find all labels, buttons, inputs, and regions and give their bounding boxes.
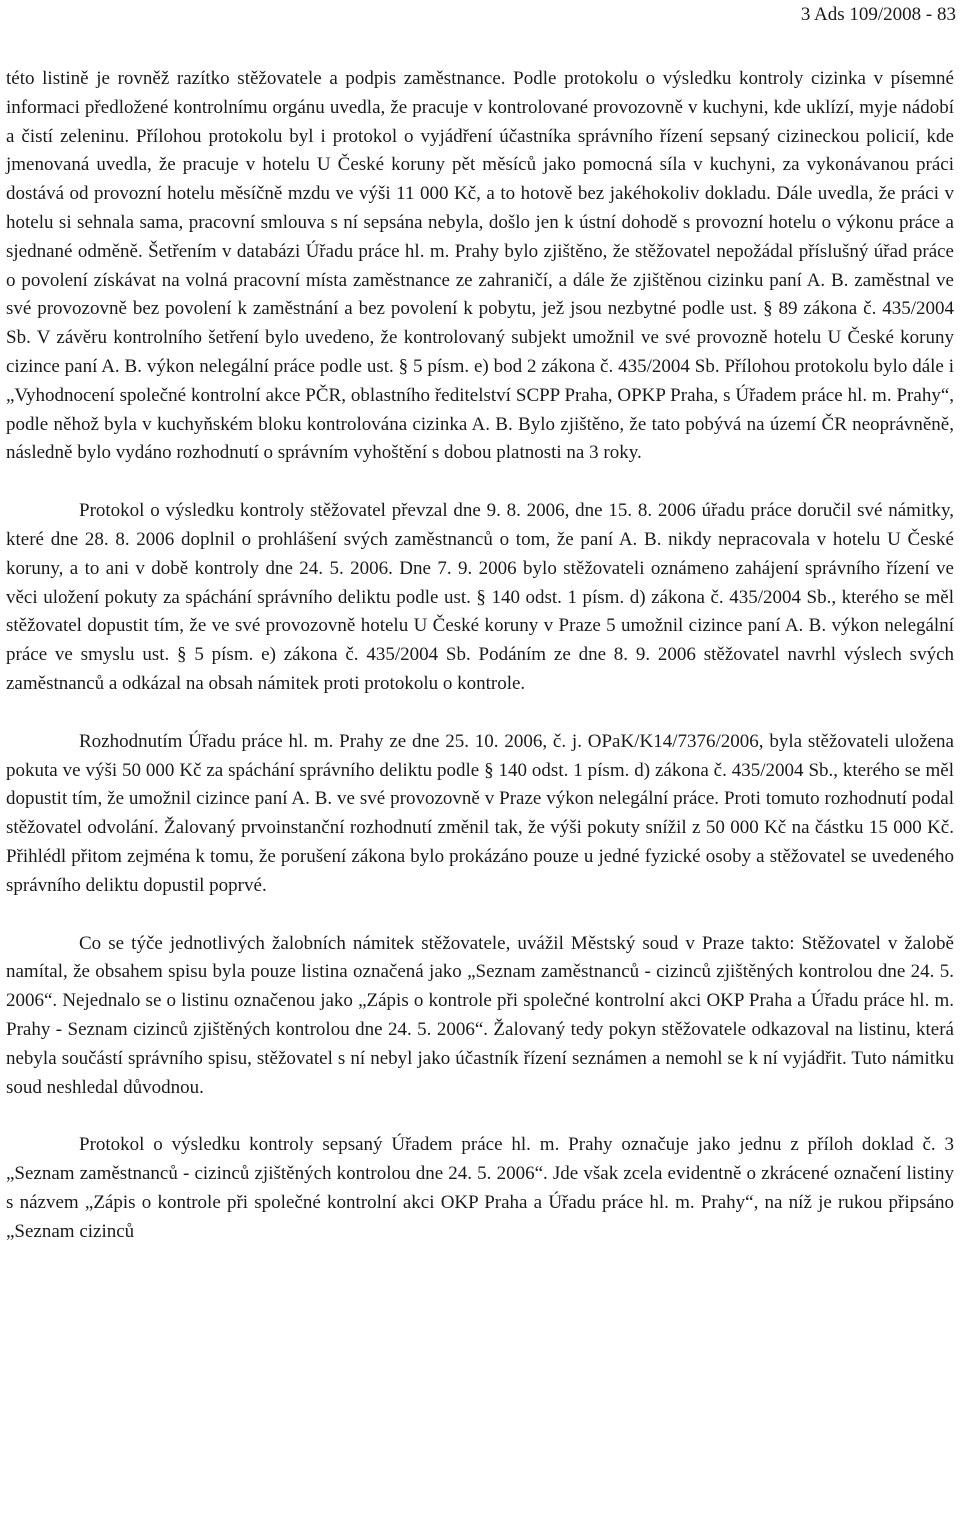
document-body [6,65,954,1246]
paragraph-court-assessment: Co se týče jednotlivých žalobních námitek stěžovatele, uvážil Městský soud v Praze takto: Stěžovatel v žalobě namítal, že obsahem spisu byla pouze listina označená jako „Seznam zaměstnanců - cizinců zjištěných kontrolou dne 24. 5. 2006“. Nejednalo se o listinu označenou jako „Zápis o kontrole při společné kontrolní akci OKP Praha a Úřadu práce hl. m. Prahy - Seznam cizinců zjištěných kontrolou dne 24. 5. 2006“. Žalovaný tedy pokyn stěžovatele odkazoval na listinu, která nebyla součástí správního spisu, stěžovatel s ní nebyl jako účastník řízení seznámen a nemohl se k ní vyjádřit. Tuto námitku soud neshledal důvodnou. [6,932,954,1098]
paragraph-gap [6,699,954,728]
page-header-case-reference: 3 Ads 109/2008 - 83 [800,4,956,25]
paragraph-gap [6,901,954,930]
paragraph-protocol-attachment: Protokol o výsledku kontroly sepsaný Úřadem práce hl. m. Prahy označuje jako jednu z příloh doklad č. 3 „Seznam zaměstnanců - cizinců zjištěných kontrolou dne 24. 5. 2006“. Jde však zcela evidentně o zkrácené označení listiny s názvem „Zápis o kontrole při společné kontrolní akci OKP Praha a Úřadu práce hl. m. Prahy“, na níž je rukou připsáno „Seznam cizinců [6,1134,954,1242]
paragraph-gap [6,468,954,497]
paragraph-protocol-objections: Protokol o výsledku kontroly stěžovatel převzal dne 9. 8. 2006, dne 15. 8. 2006 úřadu práce doručil své námitky, které dne 28. 8. 2006 doplnil o prohlášení svých zaměstnanců o tom, že paní A. B. nikdy nepracovala v hotelu U České koruny, a to ani v době kontroly dne 24. 5. 2006. Dne 7. 9. 2006 bylo stěžovateli oznámeno zahájení správního řízení ve věci uložení pokuty za spáchání správního deliktu podle ust. § 140 odst. 1 písm. d) zákona č. 435/2004 Sb., kterého se měl stěžovatel dopustit tím, že ve své provozovně hotelu U České koruny v Praze 5 umožnil cizince paní A. B. výkon nelegální práce ve smyslu ust. § 5 písm. e) zákona č. 435/2004 Sb. Podáním ze dne 8. 9. 2006 stěžovatel navrhl výslech svých zaměstnanců a odkázal na obsah námitek proti protokolu o kontrole. [6,500,954,694]
paragraph-gap [6,1102,954,1131]
paragraph-protocol-findings: této listině je rovněž razítko stěžovatele a podpis zaměstnance. Podle protokolu o výsledku kontroly cizinka v písemné informaci předložené kontrolnímu orgánu uvedla, že pracuje v kontrolované provozovně v kuchyni, kde uklízí, myje nádobí a čistí zeleninu. Přílohou protokolu byl i protokol o vyjádření účastníka správního řízení sepsaný cizineckou policií, kde jmenovaná uvedla, že pracuje v hotelu U České koruny pět měsíců jako pomocná síla v kuchyni, za vykonávanou práci dostává od provozní hotelu měsíčně mzdu ve výši 11 000 Kč, a to hotově bez jakéhokoliv dokladu. Dále uvedla, že práci v hotelu si sehnala sama, pracovní smlouva s ní sepsána nebyla, došlo jen k ústní dohodě s provozní hotelu o výkonu práce a sjednané odměně. Šetřením v databázi Úřadu práce hl. m. Prahy bylo zjištěno, že stěžovatel nepožádal příslušný úřad práce o povolení získávat na volná pracovní místa zaměstnance ze zahraničí, a dále že zjištěnou cizinku paní A. B. zaměstnal ve své provozovně bez povolení k zaměstnání a bez povolení k pobytu, jež jsou nezbytné podle ust. § 89 zákona č. 435/2004 Sb. V závěru kontrolního šetření bylo uvedeno, že kontrolovaný subjekt umožnil ve své provozně hotelu U České koruny cizince paní A. B. výkon nelegální práce podle ust. § 5 písm. e) bod 2 zákona č. 435/2004 Sb. Přílohou protokolu bylo dále i „Vyhodnocení společné kontrolní akce PČR, oblastního ředitelství SCPP Praha, OPKP Praha, s Úřadem práce hl. m. Prahy“, podle něhož byla v kuchyňském bloku kontrolována cizinka A. B. Bylo zjištěno, že tato pobývá na území ČR neoprávněně, následně bylo vydáno rozhodnutí o správním vyhoštění s dobou platnosti na 3 roky. [6,68,954,464]
paragraph-decision-fine: Rozhodnutím Úřadu práce hl. m. Prahy ze dne 25. 10. 2006, č. j. OPaK/K14/7376/2006, byla stěžovateli uložena pokuta ve výši 50 000 Kč za spáchání správního deliktu podle § 140 odst. 1 písm. d) zákona č. 435/2004 Sb., kterého se měl dopustit tím, že umožnil cizince paní A. B. ve své provozovně v Praze výkon nelegální práce. Proti tomuto rozhodnutí podal stěžovatel odvolání. Žalovaný prvoinstanční rozhodnutí změnil tak, že výši pokuty snížil z 50 000 Kč na částku 15 000 Kč. Přihlédl přitom zejména k tomu, že porušení zákona bylo prokázáno pouze u jedné fyzické osoby a stěžovatel se uvedeného správního deliktu dopustil poprvé. [6,730,954,896]
